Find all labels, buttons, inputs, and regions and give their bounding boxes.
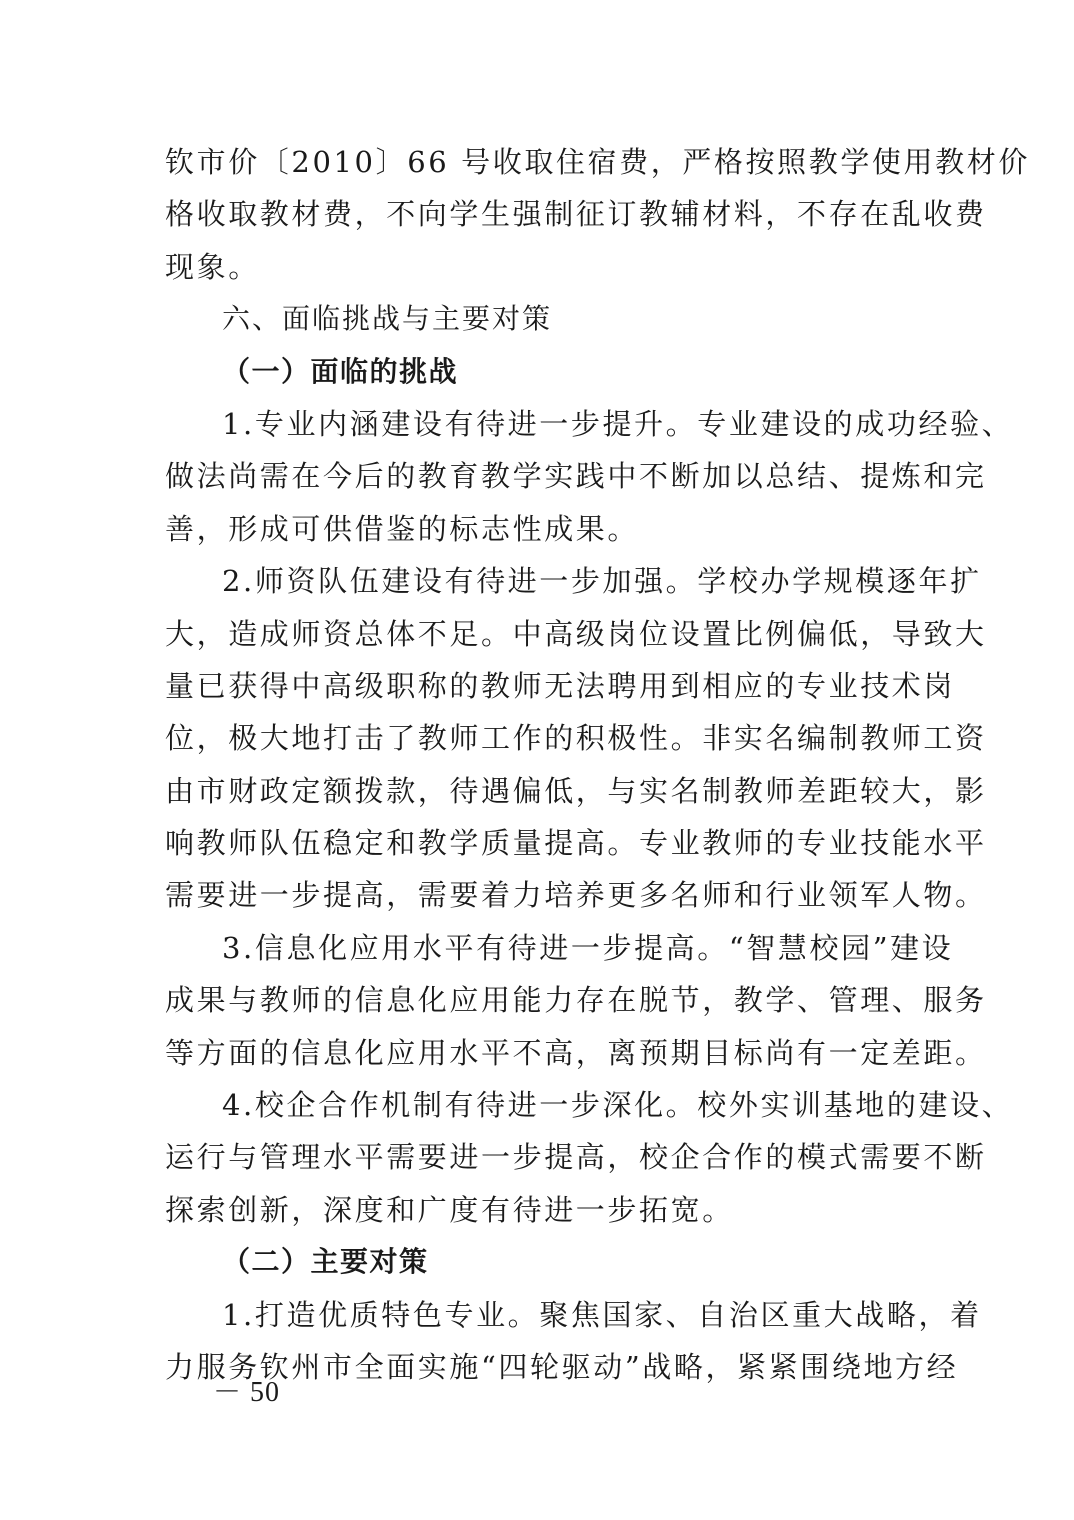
text-line: 大，造成师资总体不足。中高级岗位设置比例偏低，导致大 — [165, 616, 987, 651]
text-line: 运行与管理水平需要进一步提高，校企合作的模式需要不断 — [165, 1140, 987, 1175]
text-line: 探索创新，深度和广度有待进一步拓宽。 — [165, 1192, 734, 1227]
text-line: 成果与教师的信息化应用能力存在脱节，教学、管理、服务 — [165, 983, 987, 1018]
text-line: 需要进一步提高，需要着力培养更多名师和行业领军人物。 — [165, 878, 987, 913]
text-line: 做法尚需在今后的教育教学实践中不断加以总结、提炼和完 — [165, 459, 987, 494]
text-line: 量已获得中高级职称的教师无法聘用到相应的专业技术岗 — [165, 668, 956, 703]
section-heading: 六、面临挑战与主要对策 — [222, 302, 553, 336]
body-text — [165, 136, 1030, 1393]
text-line: 响教师队伍稳定和教学质量提高。专业教师的专业技能水平 — [165, 826, 987, 861]
text-line: 格收取教材费，不向学生强制征订教辅材料，不存在乱收费 — [165, 197, 987, 232]
text-line: 钦市价〔2010〕66 号收取住宿费，严格按照教学使用教材价 — [165, 145, 1030, 179]
paragraph-start: 4.校企合作机制有待进一步深化。校外实训基地的建设、 — [222, 1088, 1014, 1123]
paragraph-start: 2.师资队伍建设有待进一步加强。学校办学规模逐年扩 — [222, 564, 982, 599]
subsection-heading: （二）主要对策 — [222, 1245, 429, 1279]
subsection-heading: （一）面临的挑战 — [222, 354, 459, 388]
text-line: 位，极大地打击了教师工作的积极性。非实名编制教师工资 — [165, 721, 987, 756]
text-line: 由市财政定额拨款，待遇偏低，与实名制教师差距较大，影 — [165, 773, 987, 808]
text-line: 等方面的信息化应用水平不高，离预期目标尚有一定差距。 — [165, 1035, 987, 1070]
text-line: 现象。 — [165, 249, 260, 284]
paragraph-start: 3.信息化应用水平有待进一步提高。“智慧校园”建设 — [222, 930, 954, 965]
text-line: 力服务钦州市全面实施“四轮驱动”战略，紧紧围绕地方经 — [165, 1349, 959, 1384]
page-number: － 50 — [213, 1377, 281, 1408]
paragraph-start: 1.专业内涵建设有待进一步提升。专业建设的成功经验、 — [222, 406, 1014, 441]
paragraph-start: 1.打造优质特色专业。聚焦国家、自治区重大战略，着 — [222, 1297, 982, 1332]
text-line: 善，形成可供借鉴的标志性成果。 — [165, 511, 640, 546]
